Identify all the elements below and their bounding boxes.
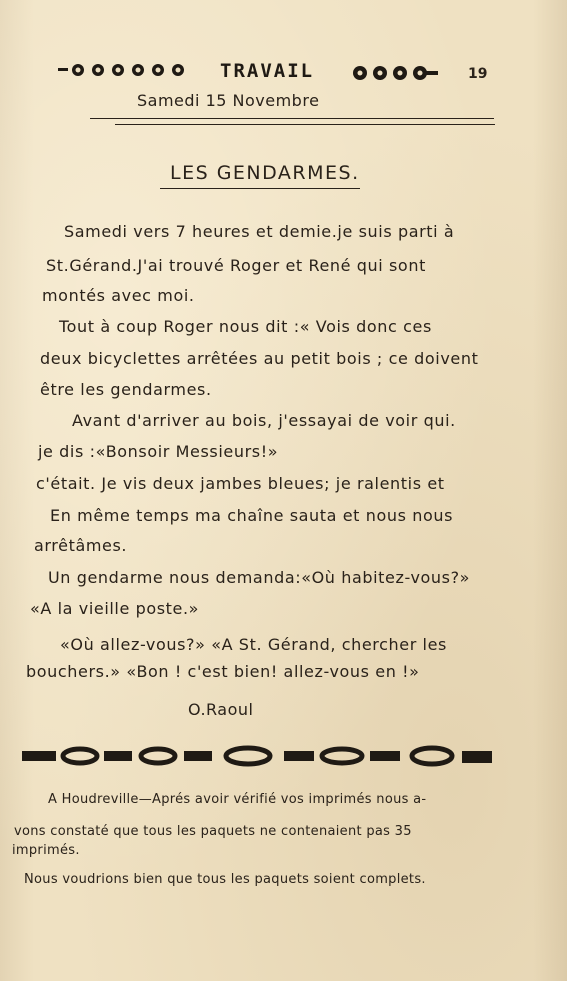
article-line: être les gendarmes. [40, 380, 212, 399]
article-line: c'était. Je vis deux jambes bleues; je ralentis et [36, 474, 445, 493]
article-line: «A la vieille poste.» [30, 599, 200, 618]
note-line: vons constaté que tous les paquets ne contenaient pas 35 [14, 824, 412, 839]
header-ornament-left [58, 60, 193, 82]
header-date: Samedi 15 Novembre [137, 91, 320, 110]
article-line: «Où allez-vous?» «A St. Gérand, chercher les [60, 635, 447, 654]
section-divider-ornament [22, 742, 492, 772]
header-ornament-right [352, 64, 442, 84]
header-title: TRAVAIL [220, 60, 315, 82]
article-line: deux bicyclettes arrêtées au petit bois ; ce doivent [40, 349, 479, 368]
article-line: Tout à coup Roger nous dit :« Vois donc ces [59, 317, 432, 336]
header-rule-top [90, 118, 494, 119]
note-line: A Houdreville—Aprés avoir vérifié vos imprimés nous a- [48, 792, 427, 807]
article-line: Avant d'arriver au bois, j'essayai de voir qui. [72, 411, 456, 430]
article-line: St.Gérand.J'ai trouvé Roger et René qui sont [46, 256, 426, 275]
article-line: je dis :«Bonsoir Messieurs!» [38, 442, 279, 461]
header-rule-bottom [115, 124, 495, 125]
article-title: LES GENDARMES. [170, 162, 360, 184]
article-line: En même temps ma chaîne sauta et nous nous [50, 506, 454, 525]
article-line: arrêtâmes. [34, 536, 128, 555]
article-signature: O.Raoul [188, 700, 254, 719]
note-line: Nous voudrions bien que tous les paquets soient complets. [24, 872, 426, 887]
article-line: bouchers.» «Bon ! c'est bien! allez-vous en !» [26, 662, 420, 681]
article-title-underline [160, 188, 360, 189]
article-line: Un gendarme nous demanda:«Où habitez-vous?» [48, 568, 471, 587]
note-line: imprimés. [12, 843, 80, 858]
page-number: 19 [468, 66, 488, 82]
article-line: Samedi vers 7 heures et demie.je suis parti à [64, 222, 455, 241]
article-line: montés avec moi. [42, 286, 195, 305]
